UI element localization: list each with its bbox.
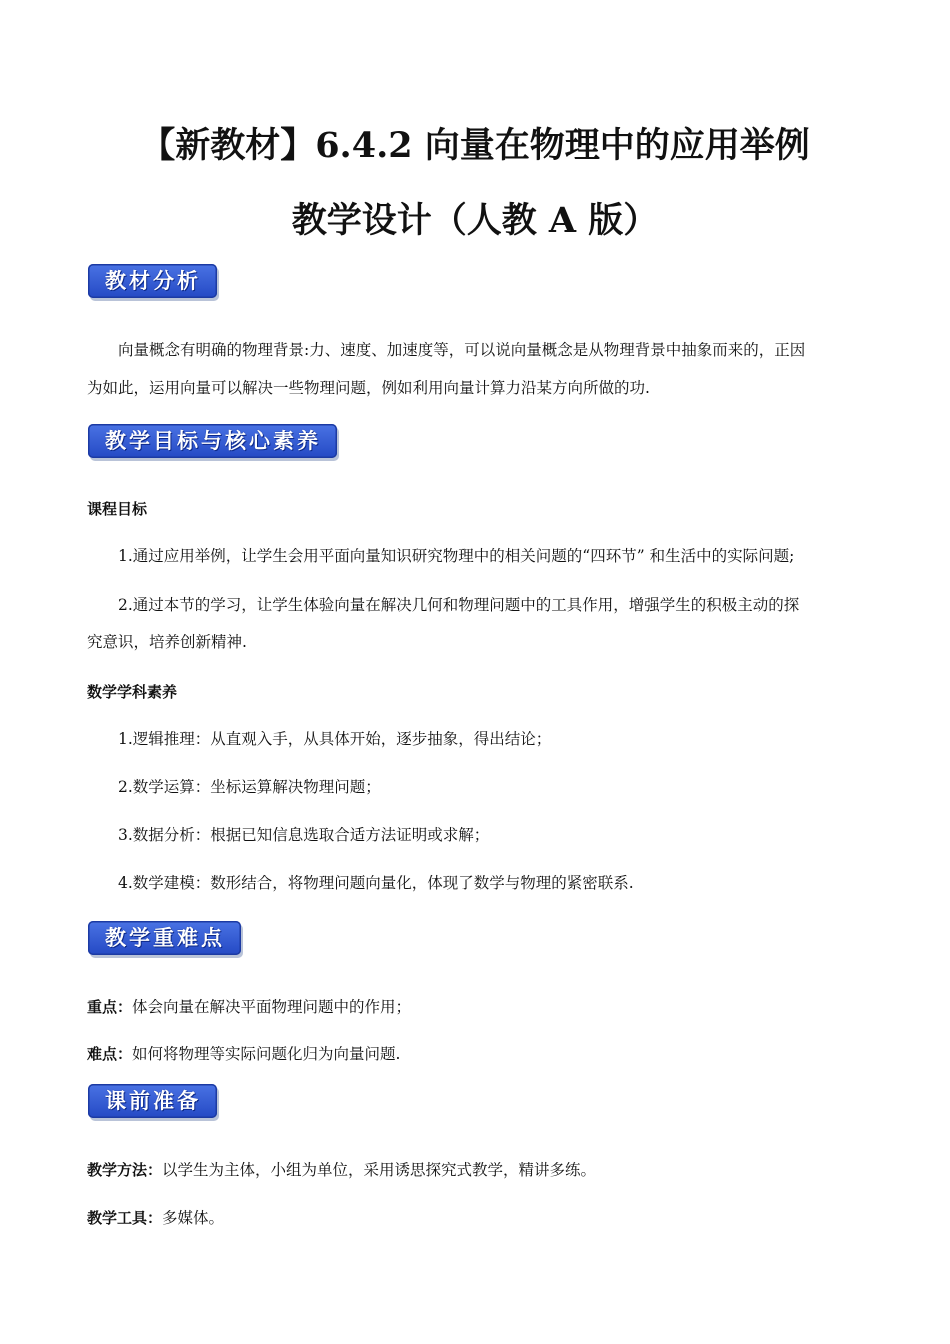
key-point-line xyxy=(87,996,867,1018)
teaching-tool-text: 多媒体。 xyxy=(162,1209,225,1227)
section-badge-goals: 教学目标与核心素养 xyxy=(88,424,337,458)
difficult-point-label: 难点： xyxy=(87,1045,133,1063)
teaching-tool-label: 教学工具： xyxy=(87,1209,163,1227)
teaching-method-text: 以学生为主体，小组为单位，采用诱思探究式教学，精讲多练。 xyxy=(162,1161,597,1179)
course-goals-heading: 课程目标 xyxy=(87,500,148,518)
document-title-line1: 【新教材】6.4.2 向量在物理中的应用举例 xyxy=(140,125,810,166)
key-point-text: 体会向量在解决平面物理问题中的作用； xyxy=(132,998,412,1016)
teaching-tool-line xyxy=(87,1207,867,1229)
literacy-item-2: 2.数学运算：坐标运算解决物理问题； xyxy=(118,778,381,796)
literacy-heading: 数学学科素养 xyxy=(87,683,178,701)
document-title-line2: 教学设计（人教 A 版） xyxy=(291,200,659,241)
literacy-item-3: 3.数据分析：根据已知信息选取合适方法证明或求解； xyxy=(118,826,490,844)
course-goal-item-1: 1.通过应用举例，让学生会用平面向量知识研究物理中的相关问题的“四环节” 和生活中的实际问题; xyxy=(118,547,795,565)
course-goal-item-2: 2.通过本节的学习，让学生体验向量在解决几何和物理问题中的工具作用，增强学生的积极主动的探 xyxy=(118,596,800,614)
difficult-point-text: 如何将物理等实际问题化归为向量问题. xyxy=(132,1045,401,1063)
difficult-point-line xyxy=(87,1043,867,1065)
key-point-label: 重点： xyxy=(87,998,133,1016)
section-badge-analysis: 教材分析 xyxy=(88,264,217,298)
literacy-item-1: 1.逻辑推理：从直观入手，从具体开始，逐步抽象，得出结论； xyxy=(118,730,552,748)
course-goal-item-2-cont: 究意识，培养创新精神. xyxy=(87,633,247,651)
analysis-paragraph-line2: 为如此，运用向量可以解决一些物理问题，例如利用向量计算力沿某方向所做的功. xyxy=(87,379,650,397)
analysis-paragraph-line1: 向量概念有明确的物理背景:力、速度、加速度等，可以说向量概念是从物理背景中抽象而来的，正因 xyxy=(118,341,806,359)
literacy-item-4: 4.数学建模：数形结合，将物理问题向量化，体现了数学与物理的紧密联系. xyxy=(118,874,634,892)
teaching-method-line xyxy=(87,1159,867,1181)
section-badge-keypoints: 教学重难点 xyxy=(88,921,241,955)
teaching-method-label: 教学方法： xyxy=(87,1161,163,1179)
section-badge-preparation: 课前准备 xyxy=(88,1084,217,1118)
